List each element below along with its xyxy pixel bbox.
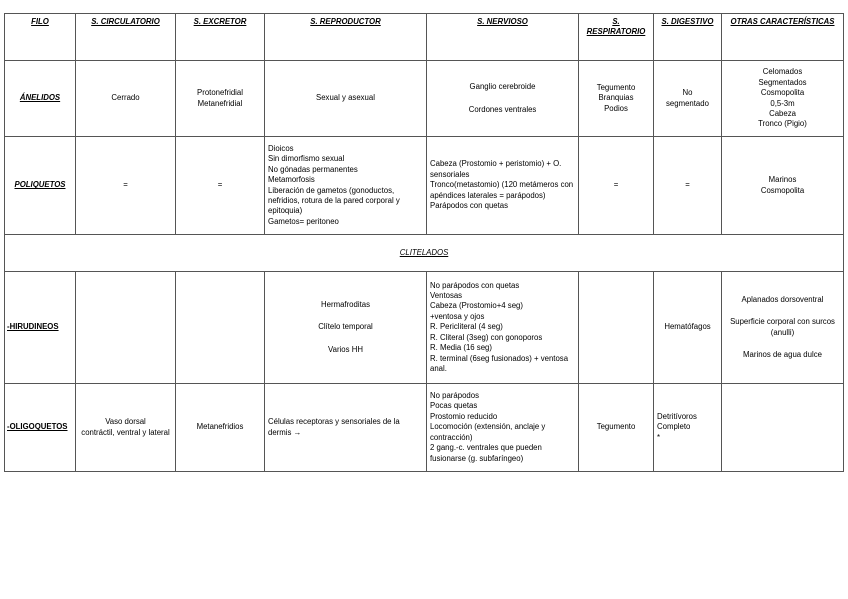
cell-poliquetos-filo: POLIQUETOS [5,137,76,235]
cell-hirudineos-otras [722,272,844,384]
row-poliquetos [5,137,844,235]
cell-anelidos-excretor: Protonefridial Metanefridial [176,61,265,137]
hirudineos-otras-line3: Marinos de agua dulce [743,349,822,359]
cell-anelidos-nervioso [427,61,579,137]
cell-poliquetos-nervioso: Cabeza (Prostomio + peristomio) + O. sensoriales Tronco(metastomio) (120 metámeros con apéndices laterales = parápodos) Parápodos con quetas [427,137,579,235]
cell-poliquetos-reproductor: Dioicos Sin dimorfismo sexual No gónadas permanentes Metamorfosis Liberación de gametos (gonoductos, nefridios, rotura de la pared corporal y epitoquia) Gametos= peritoneo [265,137,427,235]
cell-oligoquetos-digestivo: Detritívoros Completo * [654,384,722,472]
header-reproductor: S. REPRODUCTOR [265,14,427,61]
zoology-table [4,13,844,472]
row-anelidos [5,61,844,137]
cell-hirudineos-nervioso: No parápodos con quetas Ventosas Cabeza (Prostomio+4 seg) +ventosa y ojos R. Pericliteral (4 seg) R. Cliteral (3seg) con gonoporos R. Media (16 seg) R. terminal (6seg fusionados) + ventosa anal. [427,272,579,384]
row-oligoquetos [5,384,844,472]
cell-hirudineos-digestivo: Hematófagos [654,272,722,384]
cell-oligoquetos-circulatorio: Vaso dorsal contráctil, ventral y lateral [76,384,176,472]
cell-clitelados-label: CLITELADOS [5,235,844,272]
header-row [5,14,844,61]
anelidos-nervioso-line2: Cordones ventrales [468,104,537,114]
cell-anelidos-digestivo: No segmentado [654,61,722,137]
cell-oligoquetos-nervioso: No parápodos Pocas quetas Prostomio reducido Locomoción (extensión, anclaje y contracción) 2 gang.-c. ventrales que pueden fusionarse (g. subfaríngeo) [427,384,579,472]
hirudineos-reproductor-line3: Varios HH [328,344,363,354]
cell-hirudineos-excretor [176,272,265,384]
anelidos-nervioso-line1: Ganglio cerebroide [469,82,536,92]
cell-hirudineos-reproductor [265,272,427,384]
header-otras: OTRAS CARACTERÍSTICAS [722,14,844,61]
cell-anelidos-reproductor: Sexual y asexual [265,61,427,137]
cell-poliquetos-circulatorio: = [76,137,176,235]
header-excretor: S. EXCRETOR [176,14,265,61]
header-filo: FILO [5,14,76,61]
header-nervioso: S. NERVIOSO [427,14,579,61]
hirudineos-reproductor-line2: Clítelo temporal [318,322,373,332]
cell-poliquetos-excretor: = [176,137,265,235]
hirudineos-otras-line1: Aplanados dorsoventral [741,294,824,304]
header-circulatorio: S. CIRCULATORIO [76,14,176,61]
cell-anelidos-filo: ÁNELIDOS [5,61,76,137]
hirudineos-reproductor-line1: Hermafroditas [321,299,370,309]
cell-oligoquetos-otras [722,384,844,472]
cell-poliquetos-respiratorio: = [579,137,654,235]
cell-hirudineos-respiratorio [579,272,654,384]
row-hirudineos [5,272,844,384]
cell-poliquetos-otras: Marinos Cosmopolita [722,137,844,235]
cell-oligoquetos-reproductor: Células receptoras y sensoriales de la dermis → [265,384,427,472]
cell-hirudineos-filo: -HIRUDINEOS [5,272,76,384]
row-clitelados [5,235,844,272]
cell-hirudineos-circulatorio [76,272,176,384]
cell-poliquetos-digestivo: = [654,137,722,235]
cell-oligoquetos-excretor: Metanefridios [176,384,265,472]
cell-anelidos-circulatorio: Cerrado [76,61,176,137]
cell-oligoquetos-respiratorio: Tegumento [579,384,654,472]
header-respiratorio: S. RESPIRATORIO [579,14,654,61]
header-digestivo: S. DIGESTIVO [654,14,722,61]
cell-oligoquetos-filo: -OLIGOQUETOS [5,384,76,472]
cell-anelidos-otras: Celomados Segmentados Cosmopolita 0,5-3m Cabeza Tronco (Pigio) [722,61,844,137]
hirudineos-otras-line2: Superficie corporal con surcos (anulli) [730,317,835,337]
cell-anelidos-respiratorio: Tegumento Branquias Podios [579,61,654,137]
